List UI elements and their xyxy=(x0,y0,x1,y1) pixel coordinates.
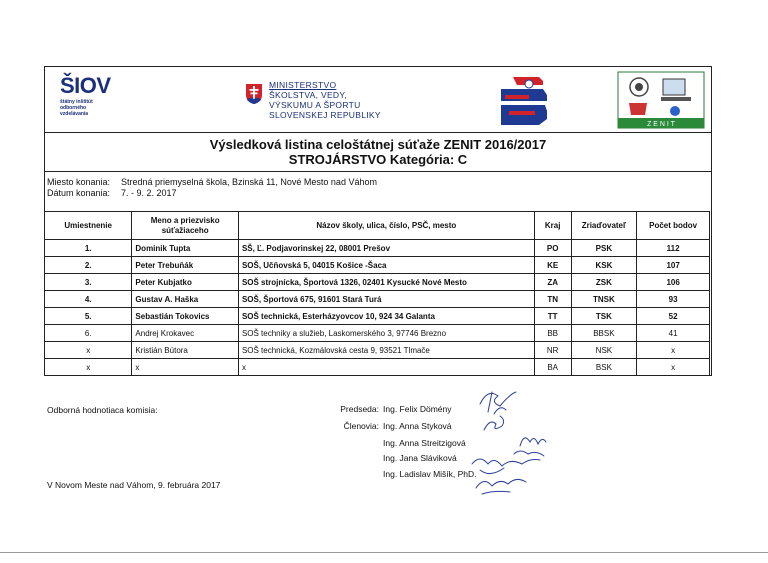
cell-points: x xyxy=(637,359,710,376)
cell-school: x xyxy=(238,359,534,376)
col-name: Meno a priezvisko súťažiaceho xyxy=(132,212,239,240)
table-row xyxy=(45,325,710,342)
cell-name: Andrej Krokavec xyxy=(132,325,239,342)
table-row xyxy=(45,342,710,359)
cell-place: 1. xyxy=(45,240,132,257)
cell-place: x xyxy=(45,342,132,359)
cell-points: 112 xyxy=(637,240,710,257)
cell-school: SOŠ, Športová 675, 91601 Stará Turá xyxy=(238,291,534,308)
cell-place: x xyxy=(45,359,132,376)
cell-place: 2. xyxy=(45,257,132,274)
cell-school: SOŠ techniky a služieb, Laskomerského 3, 97746 Brezno xyxy=(238,325,534,342)
slovakia-shape-logo-icon xyxy=(499,75,549,127)
chair-label: Predseda: xyxy=(340,404,379,414)
results-table xyxy=(44,211,710,376)
member-name: Ing. Ladislav Mišík, PhD. xyxy=(383,469,477,479)
zenit-logo xyxy=(617,71,705,129)
members-label: Členovia: xyxy=(343,421,379,431)
commission-label: Odborná hodnotiaca komisia: xyxy=(47,405,158,415)
member-name: Ing. Anna Streitzigová xyxy=(383,438,466,448)
venue-value: Stredná priemyselná škola, Bzinská 11, Nové Mesto nad Váhom xyxy=(121,177,377,187)
table-row xyxy=(45,240,710,257)
cell-founder: NSK xyxy=(571,342,637,359)
cell-points: 106 xyxy=(637,274,710,291)
cell-name: Gustav A. Haška xyxy=(132,291,239,308)
cell-region: ZA xyxy=(534,274,571,291)
cell-region: BB xyxy=(534,325,571,342)
member-name: Ing. Jana Sláviková xyxy=(383,453,457,463)
cell-school: SOŠ technická, Esterházyovcov 10, 924 34 Galanta xyxy=(238,308,534,325)
cell-place: 5. xyxy=(45,308,132,325)
col-place: Umiestnenie xyxy=(45,212,132,240)
cell-founder: PSK xyxy=(571,240,637,257)
member-name: Ing. Anna Styková xyxy=(383,421,452,431)
cell-name: Kristián Bútora xyxy=(132,342,239,359)
zenit-emblem-icon xyxy=(617,71,705,129)
slovak-crest-icon xyxy=(245,83,263,105)
cell-name: Dominik Tupta xyxy=(132,240,239,257)
table-row xyxy=(45,308,710,325)
cell-points: 93 xyxy=(637,291,710,308)
cell-school: SOŠ technická, Kozmálovská cesta 9, 93521 Tlmače xyxy=(238,342,534,359)
cell-region: NR xyxy=(534,342,571,359)
place-date: V Novom Meste nad Váhom, 9. februára 2017 xyxy=(47,480,221,490)
col-school: Názov školy, ulica, číslo, PSČ, mesto xyxy=(238,212,534,240)
col-region: Kraj xyxy=(534,212,571,240)
date-value: 7. - 9. 2. 2017 xyxy=(121,188,177,198)
siov-name: ŠIOV xyxy=(60,73,111,98)
cell-place: 3. xyxy=(45,274,132,291)
cell-region: TT xyxy=(534,308,571,325)
page-bottom-rule xyxy=(0,552,768,553)
siov-logo xyxy=(60,75,140,117)
cell-place: 6. xyxy=(45,325,132,342)
handwritten-signatures-icon xyxy=(470,384,550,499)
table-row xyxy=(45,257,710,274)
cell-name: Sebastián Tokovics xyxy=(132,308,239,325)
col-points: Počet bodov xyxy=(637,212,710,240)
table-header-row xyxy=(45,212,710,240)
document-title: Výsledková listina celoštátnej súťaže ZENIT 2016/2017 xyxy=(209,137,547,152)
table-row xyxy=(45,291,710,308)
cell-region: PO xyxy=(534,240,571,257)
date-label: Dátum konania: xyxy=(47,188,111,198)
cell-founder: TNSK xyxy=(571,291,637,308)
venue-label: Miesto konania: xyxy=(47,177,111,187)
cell-founder: BSK xyxy=(571,359,637,376)
category-title: STROJÁRSTVO Kategória: C xyxy=(288,152,468,167)
cell-region: BA xyxy=(534,359,571,376)
zenit-label: Z E N I T xyxy=(647,121,675,128)
cell-school: SOŠ strojnícka, Športová 1326, 02401 Kysucké Nové Mesto xyxy=(238,274,534,291)
cell-name: Peter Trebuňák xyxy=(132,257,239,274)
cell-founder: ZSK xyxy=(571,274,637,291)
cell-region: TN xyxy=(534,291,571,308)
cell-region: KE xyxy=(534,257,571,274)
cell-points: x xyxy=(637,342,710,359)
cell-name: x xyxy=(132,359,239,376)
cell-founder: TSK xyxy=(571,308,637,325)
document-frame xyxy=(44,66,712,376)
title-block xyxy=(45,133,711,172)
cell-school: SŠ, Ľ. Podjavorinskej 22, 08001 Prešov xyxy=(238,240,534,257)
cell-points: 52 xyxy=(637,308,710,325)
event-info xyxy=(47,177,377,199)
logo-row xyxy=(45,67,711,133)
cell-founder: BBSK xyxy=(571,325,637,342)
cell-school: SOŠ, Učňovská 5, 04015 Košice -Šaca xyxy=(238,257,534,274)
col-founder: Zriaďovateľ xyxy=(571,212,637,240)
cell-place: 4. xyxy=(45,291,132,308)
siov-subtitle: štátny inštitút odborného vzdelávania xyxy=(60,99,93,117)
cell-founder: KSK xyxy=(571,257,637,274)
ministry-name: MINISTERSTVO ŠKOLSTVA, VEDY, VÝSKUMU A ŠPORTU SLOVENSKEJ REPUBLIKY xyxy=(269,80,381,120)
cell-points: 41 xyxy=(637,325,710,342)
table-row xyxy=(45,359,710,376)
cell-name: Peter Kubjatko xyxy=(132,274,239,291)
cell-points: 107 xyxy=(637,257,710,274)
table-row xyxy=(45,274,710,291)
chair-name: Ing. Felix Dömény xyxy=(383,404,452,414)
